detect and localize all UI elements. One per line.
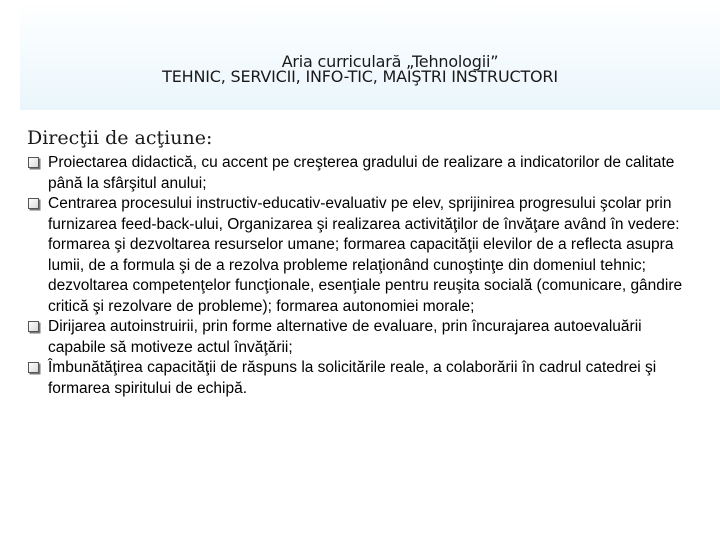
- list-item-text: Dirijarea autoinstruirii, prin forme alternative de evaluare, prin încurajarea autoevaluării capabile să motiveze actul învăţării;: [48, 318, 642, 356]
- list-item-text: Proiectarea didactică, cu accent pe creşterea gradului de realizare a indicatorilor de calitate până la sfârşitul anului;: [48, 154, 675, 192]
- slide-title-line1: Aria curriculară „Tehnologii”: [281, 52, 499, 71]
- list-item: [28, 358, 700, 399]
- list-item-text: Centrarea procesului instructiv-educativ-evaluativ pe elev, sprijinirea progresului şcolar prin furnizarea feed-back-ului, Organizarea şi realizarea activităţilor de învăţare având în vedere: formarea şi dezvoltarea resurselor umane; formarea capacităţii elevilor de a reflecta asupra lumii, de a formula şi de a rezolva probleme relaţionând cunoştinţe din domeniul tehnic; dezvoltarea competenţelor funcţionale, esenţiale pentru reuşita socială (comunicare, gândire critică şi rezolvare de probleme); formarea autonomiei morale;: [48, 195, 683, 315]
- checkbox-bullet-icon: [28, 157, 39, 168]
- checkbox-bullet-icon: [28, 362, 39, 373]
- section-heading: Direcţii de acţiune:: [27, 127, 213, 149]
- slide-title-line2: TEHNIC, SERVICII, INFO-TIC, MAIŞTRI INSTRUCTORI: [162, 67, 558, 86]
- checkbox-bullet-icon: [28, 321, 39, 332]
- list-item-text: Îmbunătăţirea capacităţii de răspuns la solicitările reale, a colaborării în cadrul catedrei şi formarea spiritului de echipă.: [48, 359, 657, 397]
- bullet-list: [28, 153, 700, 399]
- list-item: [28, 317, 700, 358]
- list-item: [28, 153, 700, 194]
- list-item: [28, 194, 700, 317]
- checkbox-bullet-icon: [28, 198, 39, 209]
